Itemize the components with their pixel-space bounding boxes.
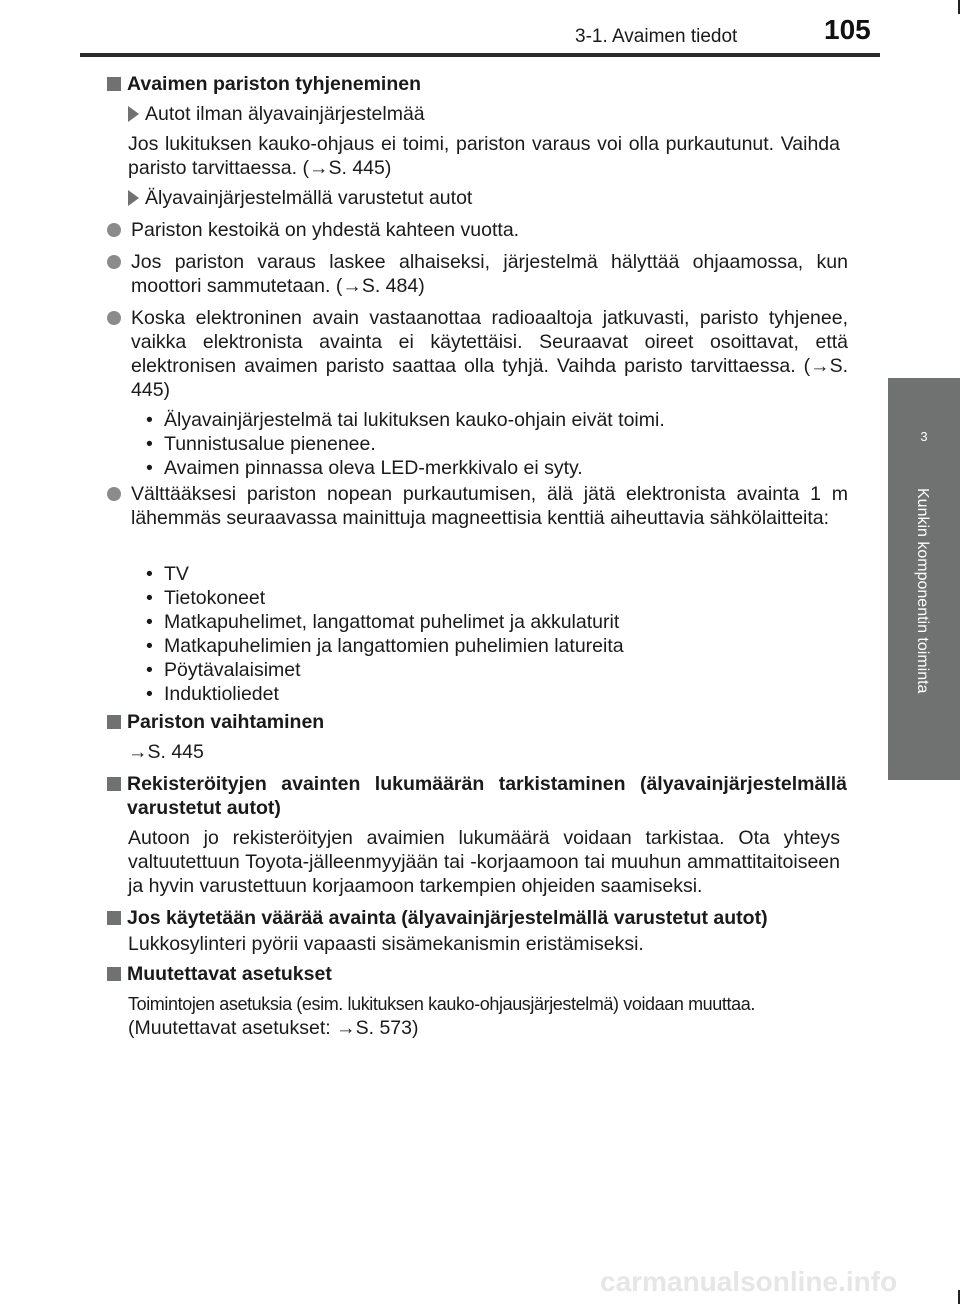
circle-bullet-icon bbox=[107, 487, 121, 501]
paragraph: (Muutettavat asetukset: →S. 573) bbox=[128, 1017, 419, 1039]
list-item: • Pöytävalaisimet bbox=[146, 658, 846, 682]
chapter-tab bbox=[888, 378, 960, 780]
list-item: • Matkapuhelimien ja langattomien puhelimien latureita bbox=[146, 634, 846, 658]
circle-bullet-icon bbox=[107, 311, 121, 325]
paragraph: Lukkosylinteri pyörii vapaasti sisämekanismin eristämiseksi. bbox=[128, 933, 644, 955]
chapter-title: Kunkin komponentin toiminta bbox=[914, 488, 931, 694]
list-item: • Tunnistusalue pienenee. bbox=[146, 432, 846, 456]
section-heading: Jos käytetään väärää avainta (älyavainjärjestelmällä varustetut autot) bbox=[107, 906, 847, 930]
watermark: carmanualsonline.info bbox=[600, 1266, 898, 1297]
triangle-bullet-icon bbox=[128, 106, 139, 122]
header-rule bbox=[80, 53, 880, 57]
square-bullet-icon bbox=[107, 967, 121, 981]
bullet-item: Välttääksesi pariston nopean purkautumisen, älä jätä elektronista avainta 1 m lähemmäs seuraavassa mainittuja magneettisia kenttiä aiheuttavia sähkölaitteita: bbox=[107, 482, 848, 530]
square-bullet-icon bbox=[107, 777, 121, 791]
section-heading: Avaimen pariston tyhjeneminen bbox=[107, 72, 847, 96]
device-list bbox=[146, 562, 846, 706]
bullet-item: Koska elektroninen avain vastaanottaa radioaaltoja jatkuvasti, paristo tyhjenee, vaikka elektronista avainta ei käytettäisi. Seuraavat oireet osoittavat, että elektronisen avaimen paristo saattaa olla tyhjä. Vaihda paristo tarvittaessa. (→S. 445) bbox=[107, 306, 848, 402]
subheading: Älyavainjärjestelmällä varustetut autot bbox=[128, 186, 848, 210]
page-header bbox=[0, 0, 960, 58]
list-item: • TV bbox=[146, 562, 846, 586]
paragraph: Toimintojen asetuksia (esim. lukituksen kauko-ohjausjärjestelmä) voidaan muuttaa. bbox=[128, 994, 755, 1014]
circle-bullet-icon bbox=[107, 223, 121, 237]
subheading: Autot ilman älyavainjärjestelmää bbox=[128, 102, 848, 126]
section-heading: Muutettavat asetukset bbox=[107, 962, 847, 986]
symptom-list bbox=[146, 408, 846, 480]
page-number: 105 bbox=[824, 14, 871, 45]
section-heading: Rekisteröityjen avainten lukumäärän tarkistaminen (älyavainjärjestelmällä varustetut autot) bbox=[107, 772, 847, 820]
square-bullet-icon bbox=[107, 77, 121, 91]
square-bullet-icon bbox=[107, 911, 121, 925]
bullet-item: Jos pariston varaus laskee alhaiseksi, järjestelmä hälyttää ohjaamossa, kun moottori sammutetaan. (→S. 484) bbox=[107, 250, 848, 298]
circle-bullet-icon bbox=[107, 255, 121, 269]
list-item: • Induktioliedet bbox=[146, 682, 846, 706]
list-item: • Matkapuhelimet, langattomat puhelimet ja akkulaturit bbox=[146, 610, 846, 634]
cross-reference: →S. 445 bbox=[128, 741, 204, 763]
paragraph: Autoon jo rekisteröityjen avaimien lukumäärä voidaan tarkistaa. Ota yhteys valtuutettuun Toyota-jälleenmyyjään tai -korjaamoon tai muuhun ammattitaitoiseen ja hyvin varustettuun korjaamoon tarkempien ohjeiden saamiseksi. bbox=[128, 827, 840, 897]
chapter-number: 3 bbox=[920, 429, 928, 444]
list-item: • Älyavainjärjestelmä tai lukituksen kauko-ohjain eivät toimi. bbox=[146, 408, 846, 432]
list-item: • Avaimen pinnassa oleva LED-merkkivalo ei syty. bbox=[146, 456, 846, 480]
triangle-bullet-icon bbox=[128, 190, 139, 206]
list-item: • Tietokoneet bbox=[146, 586, 846, 610]
square-bullet-icon bbox=[107, 715, 121, 729]
paragraph: Jos lukituksen kauko-ohjaus ei toimi, pariston varaus voi olla purkautunut. Vaihda paristo tarvittaessa. (→S. 445) bbox=[128, 133, 840, 179]
section-title: 3-1. Avaimen tiedot bbox=[575, 26, 738, 47]
section-heading: Pariston vaihtaminen bbox=[107, 710, 847, 734]
bullet-item: Pariston kestoikä on yhdestä kahteen vuotta. bbox=[107, 218, 871, 242]
